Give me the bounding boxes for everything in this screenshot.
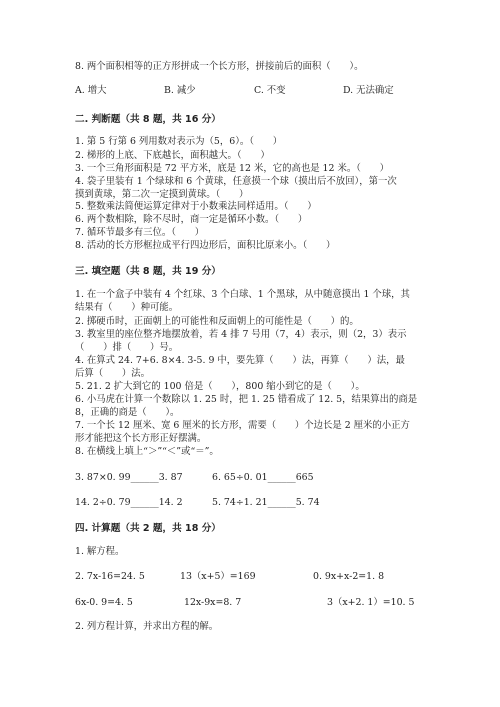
judge-item: 3. 一个三角形面积是 72 平方米，底是 12 米，它的高也是 12 米。（ ）	[75, 163, 390, 174]
section3-heading: 三. 填空题（共 8 题，共 19 分）	[75, 266, 221, 277]
equation: 13（x+5）=169	[180, 571, 256, 582]
fill-item-cont: 结果有（ ）种可能。	[75, 302, 179, 313]
judge-item: 4. 袋子里装有 1 个绿球和 6 个黄球，任意摸一个球（摸出后不放回），第一次	[75, 176, 397, 187]
compare-expression: 6. 65÷0. 01______665	[212, 472, 314, 483]
section4-heading: 四. 计算题（共 2 题，共 18 分）	[75, 523, 221, 534]
fill-item-cont: 8，正确的商是（ ）。	[75, 407, 180, 418]
calc-sub-title: 1. 解方程。	[75, 546, 125, 557]
judge-item-cont: 摸到黄球，第二次一定摸到黄球。（ ）	[75, 189, 249, 200]
judge-item: 5. 整数乘法简便运算定律对于小数乘法同样适用。（ ）	[75, 201, 317, 212]
fill-item-cont: （ ）排（ ）号。	[75, 342, 179, 353]
fill-item: 4. 在算式 24. 7+6. 8×4. 3-5. 9 中，要先算（ ）法，再算（ ）法，最	[75, 355, 405, 366]
fill-item: 2. 掷硬币时，正面朝上的可能性和反面朝上的可能性是（ ）的。	[75, 316, 359, 327]
judge-item: 2. 梯形的上底、下底越长，面积越大。（ ）	[75, 150, 270, 161]
fill-item: 3. 教室里的座位整齐地摆放着，若 4 排 7 号用（7，4）表示，则（2，3）表示	[75, 329, 407, 340]
fill-item: 1. 在一个盒子中装有 4 个红球、3 个白球、1 个黑球，从中随意摸出 1 个球，其	[75, 289, 410, 300]
equation: 0. 9x+x-2=1. 8	[313, 571, 385, 582]
judge-item: 7. 循环节最多有三位。（ ）	[75, 227, 205, 238]
judge-item: 8. 活动的长方形框拉成平行四边形后，面积比原来小。（ ）	[75, 240, 336, 251]
fill-item: 5. 21. 2 扩大到它的 100 倍是（ ），800 缩小到它的是（ ）。	[75, 381, 365, 392]
q8-stem: 8. 两个面积相等的正方形拼成一个长方形，拼接前后的面积（ ）。	[75, 61, 364, 72]
equation: 2. 7x-16=24. 5	[75, 571, 145, 582]
fill-item-cont: 形才能把这个长方形正好摆满。	[75, 433, 207, 444]
fill-item: 6. 小马虎在计算一个数除以 1. 25 时，把 1. 25 错看成了 12. 5，结果算出的商是	[75, 394, 418, 405]
fill-item: 7. 一个长 12 厘米、宽 6 厘米的长方形，需要（ ）个边长是 2 厘米的小正方	[75, 420, 410, 431]
q8-option-c: C. 不变	[254, 85, 286, 96]
q8-option-d: D. 无法确定	[343, 85, 394, 96]
compare-expression: 3. 87×0. 99______3. 87	[75, 472, 183, 483]
equation: 6x-0. 9=4. 5	[75, 597, 133, 608]
judge-item: 6. 两个数相除，除不尽时，商一定是循环小数。（ ）	[75, 214, 308, 225]
judge-item: 1. 第 5 行第 6 列用数对表示为（5，6）。（ ）	[75, 136, 283, 147]
compare-expression: 5. 74÷1. 21______5. 74	[212, 497, 320, 508]
equation: 12x-9x=8. 7	[184, 597, 242, 608]
calc-sub-title: 2. 列方程计算，并求出方程的解。	[75, 621, 219, 632]
section2-heading: 二. 判断题（共 8 题，共 16 分）	[75, 114, 221, 125]
fill-item: 8. 在横线上填上“＞”“＜”或“＝”。	[75, 446, 219, 457]
compare-expression: 14. 2÷0. 79______14. 2	[75, 497, 183, 508]
fill-item-cont: 后算（ ）法。	[75, 368, 151, 379]
q8-option-b: B. 减少	[164, 85, 196, 96]
equation: 3（x+2. 1）=10. 5	[327, 597, 415, 608]
q8-option-a: A. 增大	[75, 85, 107, 96]
